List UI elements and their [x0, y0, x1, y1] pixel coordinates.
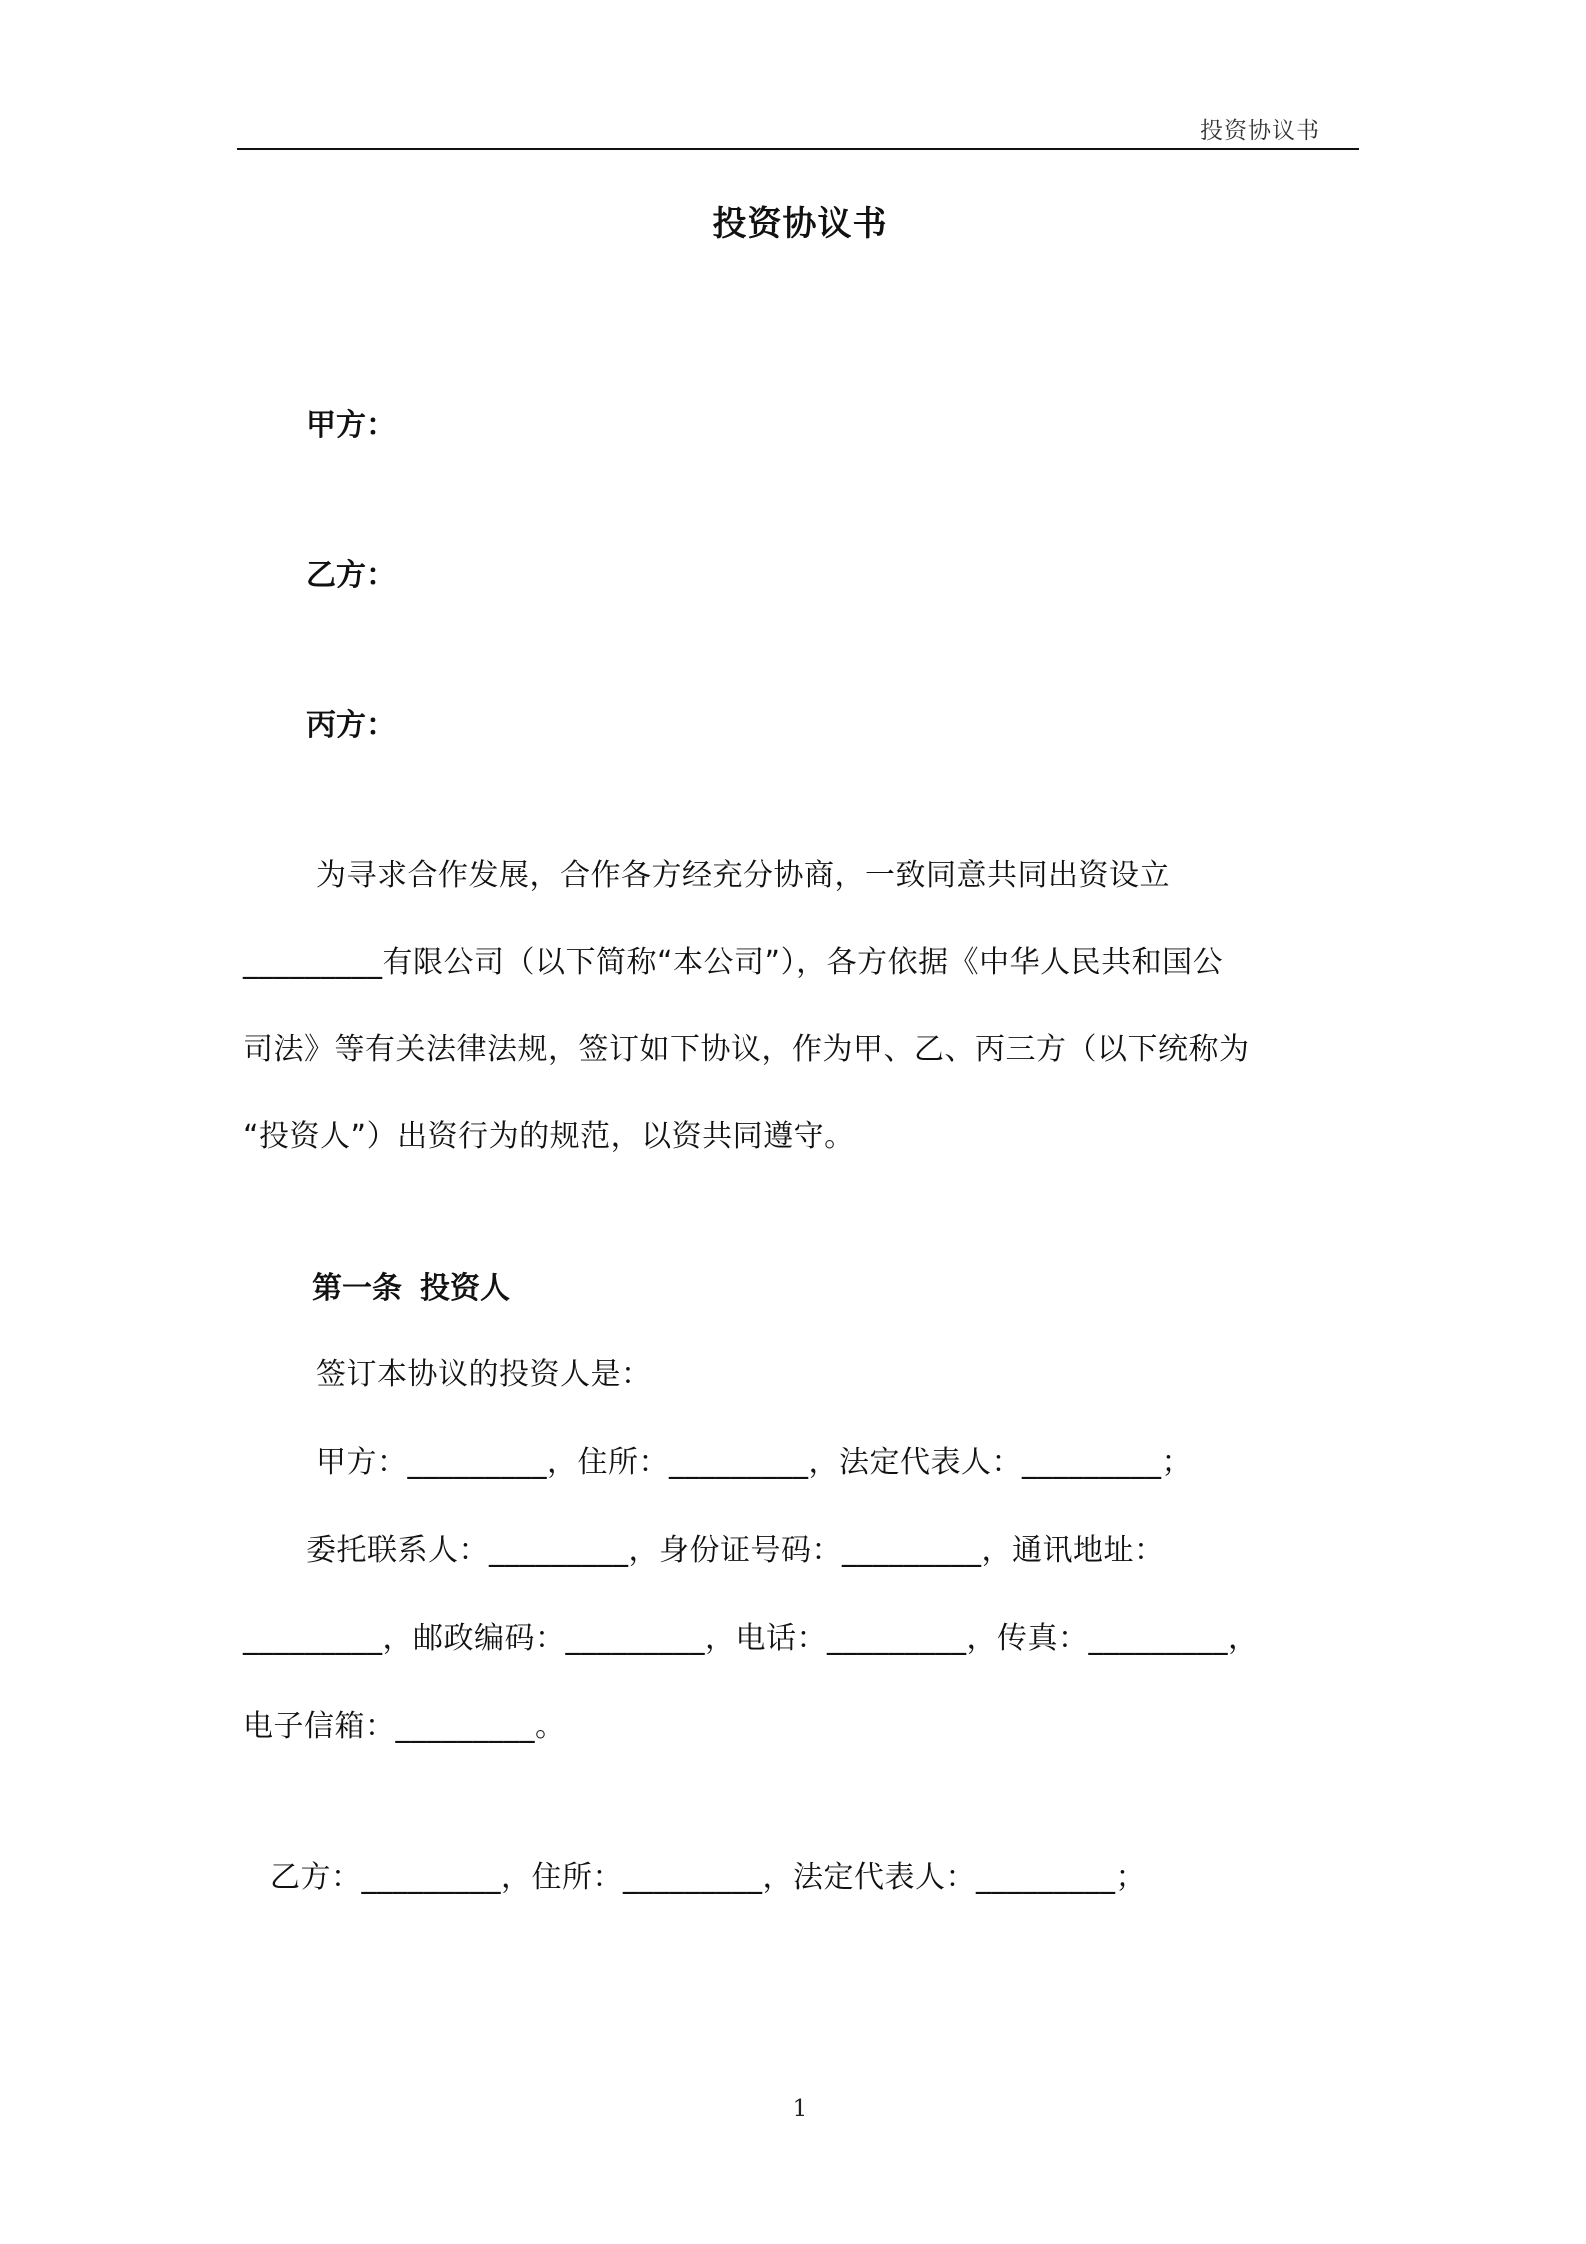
party-b-label: 乙方：	[306, 558, 396, 593]
preamble-line-1: 为寻求合作发展，合作各方经充分协商，一致同意共同出资设立	[316, 858, 1170, 893]
preamble-line-3: 司法》等有关法律法规，签订如下协议，作为甲、乙、丙三方（以下统称为	[243, 1032, 1250, 1067]
preamble-line-2: _________有限公司（以下简称“本公司”），各方依据《中华人民共和国公	[243, 945, 1224, 980]
party-a-info-line-4: 电子信箱：_________。	[243, 1709, 566, 1744]
article-1-number: 第一条	[312, 1271, 402, 1306]
article-1-intro: 签订本协议的投资人是：	[316, 1357, 652, 1392]
page-number: 1	[792, 2096, 808, 2122]
preamble-line-4: “投资人”）出资行为的规范，以资共同遵守。	[243, 1119, 855, 1154]
document-title: 投资协议书	[712, 204, 888, 244]
running-header: 投资协议书	[1200, 118, 1320, 144]
party-c-label: 丙方：	[306, 708, 396, 743]
party-b-info-line-1: 乙方：_________，住所：_________，法定代表人：_________；	[270, 1860, 1146, 1895]
party-a-label: 甲方：	[306, 408, 396, 443]
party-a-info-line-1: 甲方：_________，住所：_________，法定代表人：_________；	[316, 1445, 1192, 1480]
party-a-info-line-3: _________，邮政编码：_________，电话：_________，传真：_________，	[243, 1621, 1259, 1656]
party-a-info-line-2: 委托联系人：_________，身份证号码：_________，通讯地址：	[306, 1533, 1165, 1568]
article-1-title: 投资人	[420, 1271, 510, 1306]
header-rule	[237, 148, 1359, 150]
article-1-heading	[312, 1263, 510, 1307]
